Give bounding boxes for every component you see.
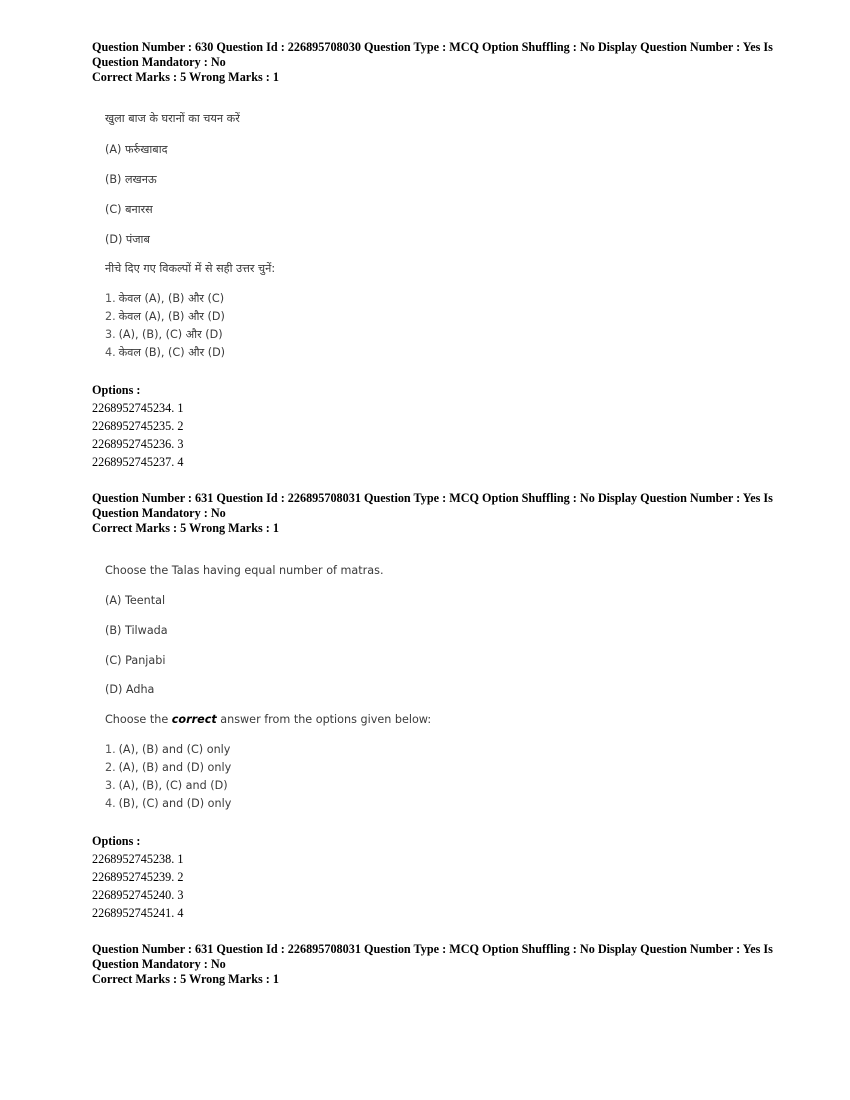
choice-number: 3. [105, 779, 116, 792]
choice-number: 4. [105, 346, 116, 359]
choice-number: 1. [105, 292, 116, 305]
options-header: Options : [92, 383, 141, 397]
option-row: 2268952745240. 3 [92, 888, 184, 902]
choice-number: 2. [105, 310, 116, 323]
choice-text: केवल (B), (C) और (D) [118, 346, 226, 359]
answer-choice [105, 291, 224, 306]
list-item: (A) Teental [105, 594, 166, 607]
question-instruction [105, 713, 431, 726]
question-meta-line: Question Number : 631 Question Id : 226895708031 Question Type : MCQ Option Shuffling : No Display Question Number : Yes Is [92, 942, 773, 956]
question-instruction: नीचे दिए गए विकल्पों में से सही उत्तर चुनें: [105, 262, 276, 275]
question-meta-line: Question Number : 630 Question Id : 226895708030 Question Type : MCQ Option Shuffling : No Display Question Number : Yes Is [92, 40, 773, 54]
choice-text: केवल (A), (B) और (D) [118, 310, 225, 323]
list-item: (C) Panjabi [105, 654, 166, 667]
question-631-options [92, 832, 792, 922]
list-item: (B) Tilwada [105, 624, 168, 637]
list-item: (C) बनारस [105, 203, 153, 216]
list-item: (D) Adha [105, 683, 155, 696]
instruction-text: Choose the [105, 713, 172, 726]
question-marks: Correct Marks : 5 Wrong Marks : 1 [92, 521, 279, 535]
option-row: 2268952745238. 1 [92, 852, 184, 866]
question-631-meta [92, 491, 792, 536]
option-row: 2268952745239. 2 [92, 870, 184, 884]
question-630-meta [92, 40, 792, 85]
options-header: Options : [92, 834, 141, 848]
choice-text: (A), (B) and (D) only [118, 761, 232, 774]
question-631-repeat-meta [92, 942, 792, 987]
choice-number: 2. [105, 761, 116, 774]
option-row: 2268952745236. 3 [92, 437, 184, 451]
answer-choice [105, 761, 231, 774]
option-row: 2268952745234. 1 [92, 401, 184, 415]
question-mandatory: Question Mandatory : No [92, 55, 226, 69]
question-meta-line: Question Number : 631 Question Id : 226895708031 Question Type : MCQ Option Shuffling : No Display Question Number : Yes Is [92, 491, 773, 505]
instruction-emphasis: correct [171, 713, 217, 726]
option-row: 2268952745241. 4 [92, 906, 184, 920]
answer-choice [105, 797, 231, 810]
choice-text: (A), (B) and (C) only [118, 743, 231, 756]
question-marks: Correct Marks : 5 Wrong Marks : 1 [92, 972, 279, 986]
list-item: (D) पंजाब [105, 233, 150, 246]
choice-number: 4. [105, 797, 116, 810]
option-row: 2268952745235. 2 [92, 419, 184, 433]
answer-choice [105, 327, 223, 342]
question-stem: खुला बाज के घरानों का चयन करें [105, 112, 240, 125]
answer-choice [105, 779, 228, 792]
choice-text: (B), (C) and (D) only [118, 797, 232, 810]
answer-choice [105, 345, 225, 360]
question-marks: Correct Marks : 5 Wrong Marks : 1 [92, 70, 279, 84]
question-630-options [92, 381, 792, 471]
choice-text: केवल (A), (B) और (C) [118, 292, 225, 305]
choice-number: 1. [105, 743, 116, 756]
question-stem: Choose the Talas having equal number of matras. [105, 564, 384, 577]
choice-text: (A), (B), (C) and (D) [118, 779, 228, 792]
list-item: (B) लखनऊ [105, 173, 157, 186]
answer-choice [105, 309, 225, 324]
answer-choice [105, 743, 230, 756]
question-mandatory: Question Mandatory : No [92, 506, 226, 520]
choice-text: (A), (B), (C) और (D) [118, 328, 223, 341]
choice-number: 3. [105, 328, 116, 341]
option-row: 2268952745237. 4 [92, 455, 184, 469]
question-mandatory: Question Mandatory : No [92, 957, 226, 971]
list-item: (A) फर्रुखाबाद [105, 143, 168, 156]
instruction-text: answer from the options given below: [216, 713, 432, 726]
